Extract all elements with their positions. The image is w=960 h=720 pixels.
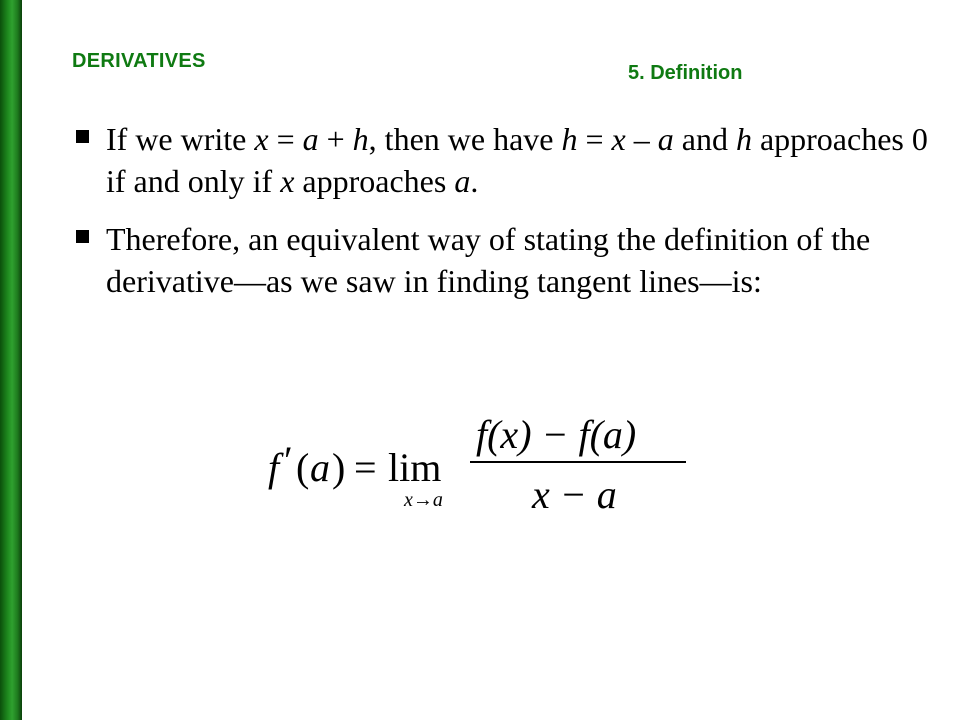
math-variable: x xyxy=(280,163,295,199)
subsection-title: 5. Definition xyxy=(628,62,743,84)
math-variable: a xyxy=(302,121,319,157)
text-run: , then we have xyxy=(368,121,562,157)
text-run: = xyxy=(577,121,612,157)
text-run: = xyxy=(268,121,303,157)
math-variable: x xyxy=(254,121,269,157)
bullet-text xyxy=(106,121,928,199)
text-run: approaches 0 if and only if xyxy=(106,121,928,199)
formula-lhs-open-paren: ( xyxy=(296,445,310,490)
math-variable: a xyxy=(454,163,471,199)
formula-numerator: f(x) − f(a) xyxy=(476,412,637,457)
formula-lhs-f: f xyxy=(268,445,280,490)
square-bullet-icon xyxy=(76,230,89,243)
green-side-bar xyxy=(0,0,22,720)
formula-prime: ′ xyxy=(284,438,293,483)
formula-denominator: x − a xyxy=(532,472,617,517)
text-run: If we write xyxy=(106,121,255,157)
math-variable: h xyxy=(561,121,578,157)
math-variable: x xyxy=(611,121,626,157)
bullet-text xyxy=(106,221,870,299)
formula-lhs-var: a xyxy=(310,445,330,490)
bullet-item-substitution xyxy=(72,118,952,202)
text-run: – xyxy=(625,121,658,157)
formula-lhs-close-paren: ) xyxy=(332,445,346,490)
text-run: approaches xyxy=(294,163,455,199)
math-variable: h xyxy=(735,121,752,157)
math-variable: a xyxy=(657,121,674,157)
math-variable: h xyxy=(352,121,369,157)
formula-lim: lim xyxy=(388,445,442,490)
text-run: Therefore, an equivalent way of stating the definition of the derivative—as we saw in finding tangent lines—is: xyxy=(106,221,871,299)
formula-lim-subscript: x→a xyxy=(404,489,443,511)
section-title: DERIVATIVES xyxy=(72,50,206,72)
square-bullet-icon xyxy=(76,130,89,143)
text-run: and xyxy=(673,121,736,157)
derivative-formula xyxy=(262,410,702,520)
text-run: . xyxy=(470,163,479,199)
formula-equals: = xyxy=(354,445,377,490)
text-run: + xyxy=(318,121,353,157)
bullet-item-equivalent-definition xyxy=(72,218,952,302)
bullet-list xyxy=(72,118,952,318)
